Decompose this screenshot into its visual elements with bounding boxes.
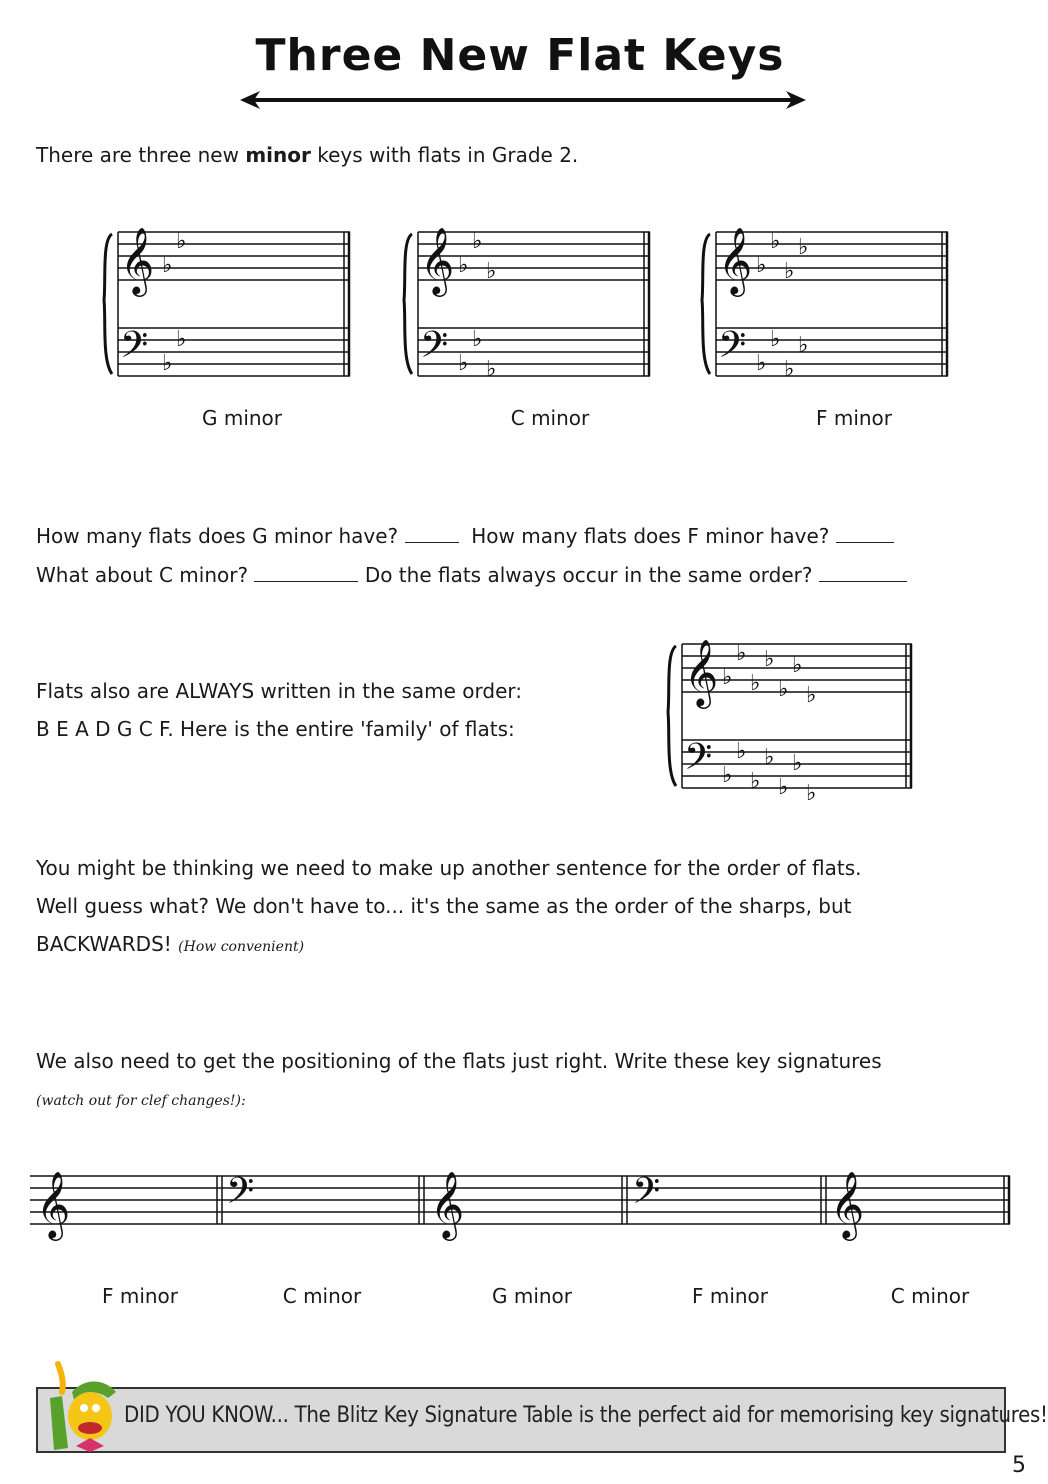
page-number: 5 xyxy=(1012,1453,1026,1478)
svg-text:♭: ♭ xyxy=(176,229,187,254)
svg-text:♭: ♭ xyxy=(750,671,761,696)
intro-text: There are three new minor keys with flats in Grade 2. xyxy=(36,143,579,167)
svg-text:♭: ♭ xyxy=(458,351,469,376)
svg-text:♭: ♭ xyxy=(798,333,809,358)
answer-blank-order[interactable] xyxy=(819,563,907,582)
svg-text:𝄞: 𝄞 xyxy=(120,226,155,294)
exercise-label-1: F minor xyxy=(101,1284,179,1308)
treble-clef-icon: 𝄞 xyxy=(430,1170,465,1238)
bass-clef-icon: 𝄢 xyxy=(632,1170,661,1221)
svg-text:♭: ♭ xyxy=(750,769,761,794)
svg-text:♭: ♭ xyxy=(784,357,795,382)
svg-text:♭: ♭ xyxy=(722,665,733,690)
treble-clef-icon: 𝄞 xyxy=(830,1170,865,1238)
exercise-label-3: G minor xyxy=(491,1284,573,1308)
svg-text:♭: ♭ xyxy=(486,259,497,284)
svg-text:𝄞: 𝄞 xyxy=(718,226,753,294)
svg-text:♭: ♭ xyxy=(792,653,803,678)
svg-text:𝄢: 𝄢 xyxy=(420,324,449,375)
answer-blank-c-minor[interactable] xyxy=(254,563,358,582)
exercise-aside: (watch out for clef changes!): xyxy=(36,1093,246,1109)
svg-text:♭: ♭ xyxy=(806,781,817,806)
svg-text:♭: ♭ xyxy=(764,745,775,770)
did-you-know-text: DID YOU KNOW... The Blitz Key Signature Table is the perfect aid for memorising key signatures! xyxy=(124,1403,1048,1428)
caption-g-minor: G minor xyxy=(201,406,283,430)
svg-text:𝄢: 𝄢 xyxy=(684,736,713,787)
svg-text:♭: ♭ xyxy=(764,647,775,672)
exercise-staff[interactable] xyxy=(30,1150,1014,1260)
caption-f-minor: F minor xyxy=(815,406,893,430)
svg-text:♭: ♭ xyxy=(472,327,483,352)
order-text-1: Flats also are ALWAYS written in the same order: xyxy=(36,679,522,703)
svg-text:𝄢: 𝄢 xyxy=(718,324,747,375)
svg-text:♭: ♭ xyxy=(176,327,187,352)
backwards-text-2: Well guess what? We don't have to... it's the same as the order of the sharps, but xyxy=(36,894,852,918)
svg-text:♭: ♭ xyxy=(736,641,747,666)
exercise-text: We also need to get the positioning of the flats just right. Write these key signatures xyxy=(36,1049,882,1073)
question-line-1: How many flats does G minor have? How many flats does F minor have? xyxy=(36,517,894,555)
mascot-icon xyxy=(38,1358,122,1458)
svg-text:♭: ♭ xyxy=(736,739,747,764)
svg-text:♭: ♭ xyxy=(778,677,789,702)
svg-text:♭: ♭ xyxy=(756,351,767,376)
svg-text:𝄞: 𝄞 xyxy=(684,638,719,706)
grand-staff-g-minor xyxy=(98,200,358,380)
svg-text:♭: ♭ xyxy=(486,357,497,382)
question-line-2: What about C minor? Do the flats always occur in the same order? xyxy=(36,556,907,594)
backwards-text-3: BACKWARDS! (How convenient) xyxy=(36,932,305,956)
svg-text:𝄢: 𝄢 xyxy=(120,324,149,375)
answer-blank-f-minor[interactable] xyxy=(836,524,894,543)
svg-text:♭: ♭ xyxy=(756,253,767,278)
svg-text:♭: ♭ xyxy=(472,229,483,254)
svg-text:♭: ♭ xyxy=(162,253,173,278)
order-text-2: B E A D G C F. Here is the entire 'family' of flats: xyxy=(36,717,515,741)
grand-staff-c-minor xyxy=(398,200,658,380)
svg-text:♭: ♭ xyxy=(792,751,803,776)
svg-text:♭: ♭ xyxy=(722,763,733,788)
grand-staff-all-flats xyxy=(662,612,918,806)
answer-blank-g-minor[interactable] xyxy=(405,524,459,543)
treble-clef-icon: 𝄞 xyxy=(36,1170,71,1238)
exercise-label-4: F minor xyxy=(691,1284,769,1308)
svg-text:♭: ♭ xyxy=(798,235,809,260)
svg-text:♭: ♭ xyxy=(770,229,781,254)
svg-text:♭: ♭ xyxy=(778,775,789,800)
svg-text:♭: ♭ xyxy=(784,259,795,284)
svg-text:♭: ♭ xyxy=(770,327,781,352)
svg-text:♭: ♭ xyxy=(806,683,817,708)
exercise-label-2: C minor xyxy=(282,1284,362,1308)
bass-clef-icon: 𝄢 xyxy=(226,1170,255,1221)
svg-text:𝄞: 𝄞 xyxy=(420,226,455,294)
backwards-text-1: You might be thinking we need to make up another sentence for the order of flats. xyxy=(36,856,862,880)
exercise-label-5: C minor xyxy=(890,1284,970,1308)
svg-text:♭: ♭ xyxy=(162,351,173,376)
grand-staff-f-minor xyxy=(696,200,956,380)
svg-text:♭: ♭ xyxy=(458,253,469,278)
caption-c-minor: C minor xyxy=(510,406,590,430)
page-title: Three New Flat Keys xyxy=(255,30,785,81)
double-arrow-divider xyxy=(238,88,808,112)
